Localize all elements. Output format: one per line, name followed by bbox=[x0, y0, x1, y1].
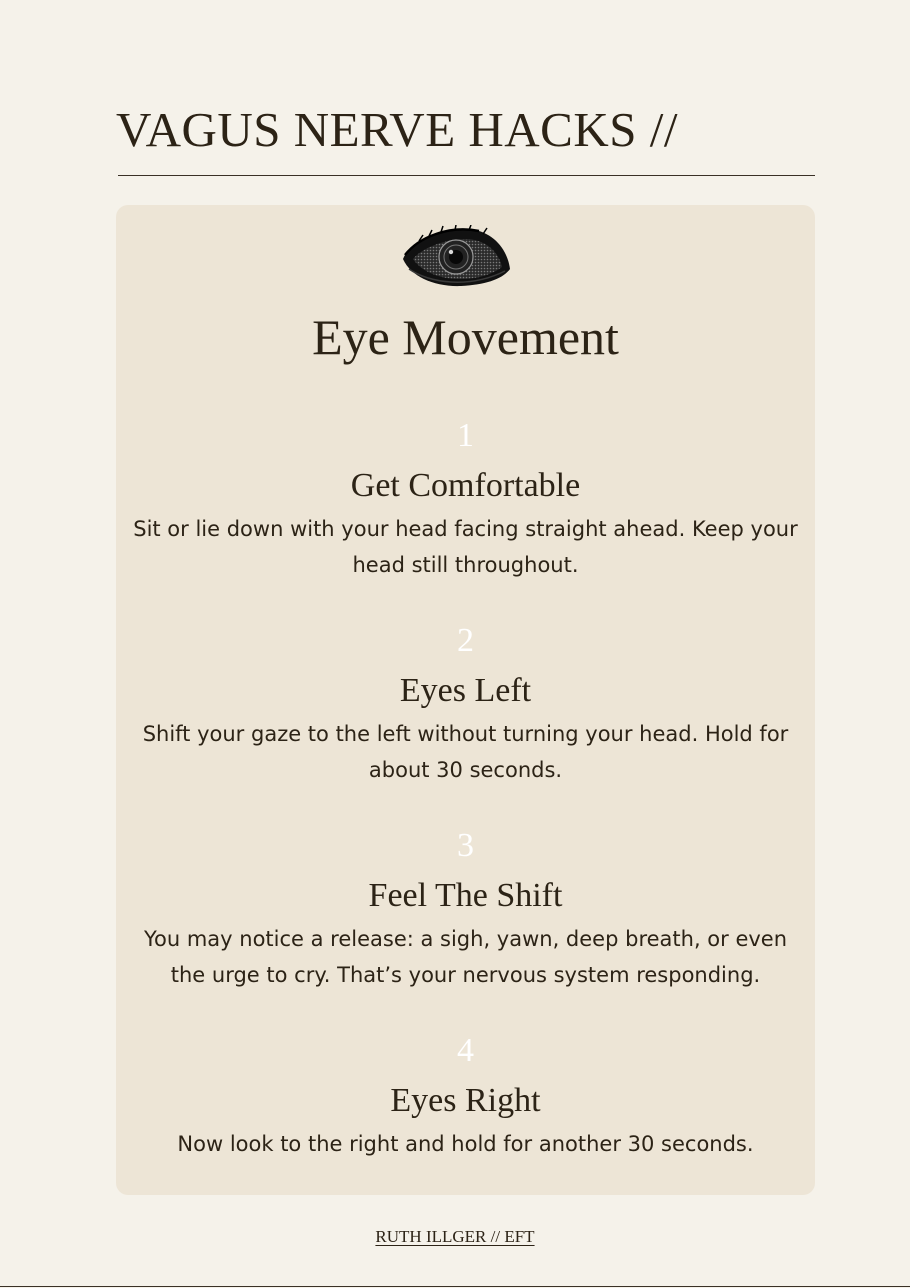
step-text: You may notice a release: a sigh, yawn, deep breath, or even the urge to cry. That’s your nervous system responding. bbox=[143, 927, 788, 987]
bottom-divider bbox=[0, 1286, 910, 1287]
step-number: 4 bbox=[457, 1032, 474, 1069]
step-1 bbox=[116, 416, 815, 583]
card-title: Eye Movement bbox=[312, 309, 619, 365]
step-title: Eyes Left bbox=[399, 672, 532, 709]
title-divider bbox=[118, 175, 815, 176]
step-text: Sit or lie down with your head facing straight ahead. Keep your head still throughout. bbox=[133, 517, 798, 577]
step-number: 3 bbox=[457, 827, 474, 864]
step-title: Eyes Right bbox=[390, 1082, 541, 1119]
step-2 bbox=[116, 621, 815, 788]
step-text: Shift your gaze to the left without turning your head. Hold for about 30 seconds. bbox=[142, 722, 789, 782]
step-3 bbox=[116, 826, 815, 993]
footer-author-link[interactable]: RUTH ILLGER // EFT bbox=[375, 1227, 535, 1246]
step-title: Feel The Shift bbox=[368, 877, 563, 914]
step-4 bbox=[116, 1031, 815, 1162]
eye-icon bbox=[399, 225, 513, 287]
page-title: VAGUS NERVE HACKS // bbox=[116, 102, 678, 157]
step-title: Get Comfortable bbox=[350, 467, 581, 504]
step-number: 1 bbox=[457, 417, 474, 454]
eye-movement-card bbox=[116, 205, 815, 1195]
step-text: Now look to the right and hold for another 30 seconds. bbox=[177, 1132, 754, 1156]
step-number: 2 bbox=[457, 622, 474, 659]
